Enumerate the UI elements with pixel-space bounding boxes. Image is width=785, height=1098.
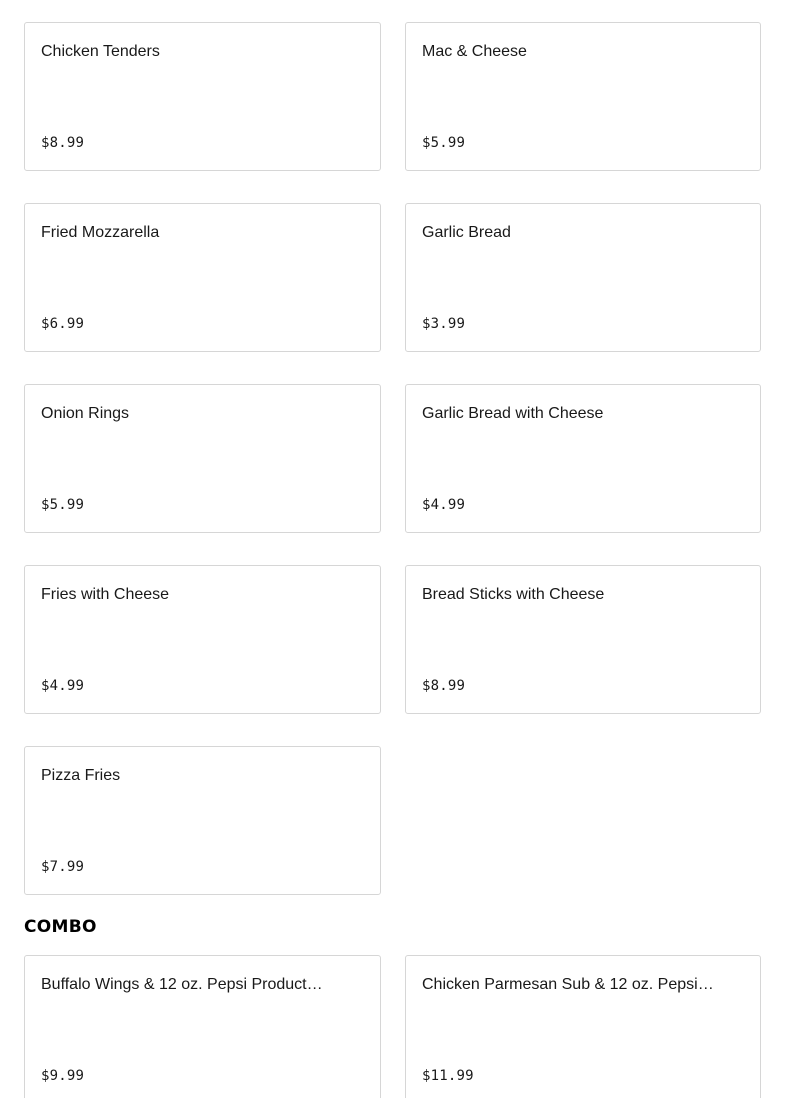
menu-item-card[interactable] — [24, 384, 381, 533]
menu-item-price: $7.99 — [41, 859, 85, 875]
menu-item-name: Chicken Tenders — [41, 43, 160, 60]
menu-item-card[interactable] — [405, 955, 761, 1098]
menu-item-card[interactable] — [24, 22, 381, 171]
menu-item-price: $4.99 — [422, 497, 466, 513]
menu-item-name: Garlic Bread — [422, 224, 511, 241]
menu-item-card[interactable] — [24, 955, 381, 1098]
menu-item-name: Pizza Fries — [41, 767, 121, 784]
menu-item-price: $5.99 — [422, 135, 466, 151]
menu-item-price: $5.99 — [41, 497, 85, 513]
menu-item-price: $11.99 — [422, 1068, 474, 1084]
menu-item-price: $8.99 — [422, 678, 466, 694]
menu-item-name: Fried Mozzarella — [41, 224, 160, 241]
menu-item-card[interactable] — [405, 22, 761, 171]
menu-items-grid — [24, 22, 761, 895]
menu-item-price: $4.99 — [41, 678, 85, 694]
menu-item-name: Mac & Cheese — [422, 43, 527, 60]
menu-item-name: Onion Rings — [41, 405, 130, 422]
menu-item-price: $3.99 — [422, 316, 466, 332]
combo-items-grid — [24, 955, 761, 1098]
menu-item-card[interactable] — [405, 565, 761, 714]
menu-item-name: Garlic Bread with Cheese — [422, 405, 604, 422]
menu-item-card[interactable] — [24, 203, 381, 352]
menu-item-name: Fries with Cheese — [41, 586, 170, 603]
menu-item-price: $6.99 — [41, 316, 85, 332]
menu-item-price: $9.99 — [41, 1068, 85, 1084]
menu-item-price: $8.99 — [41, 135, 85, 151]
menu-item-name: Bread Sticks with Cheese — [422, 586, 605, 603]
menu-item-card[interactable] — [405, 384, 761, 533]
menu-item-card[interactable] — [24, 746, 381, 895]
menu-item-name: Chicken Parmesan Sub & 12 oz. Pepsi… — [422, 976, 714, 993]
menu-item-name: Buffalo Wings & 12 oz. Pepsi Product… — [41, 976, 323, 993]
section-title-combo: COMBO — [24, 917, 97, 937]
menu-item-card[interactable] — [405, 203, 761, 352]
menu-item-card[interactable] — [24, 565, 381, 714]
